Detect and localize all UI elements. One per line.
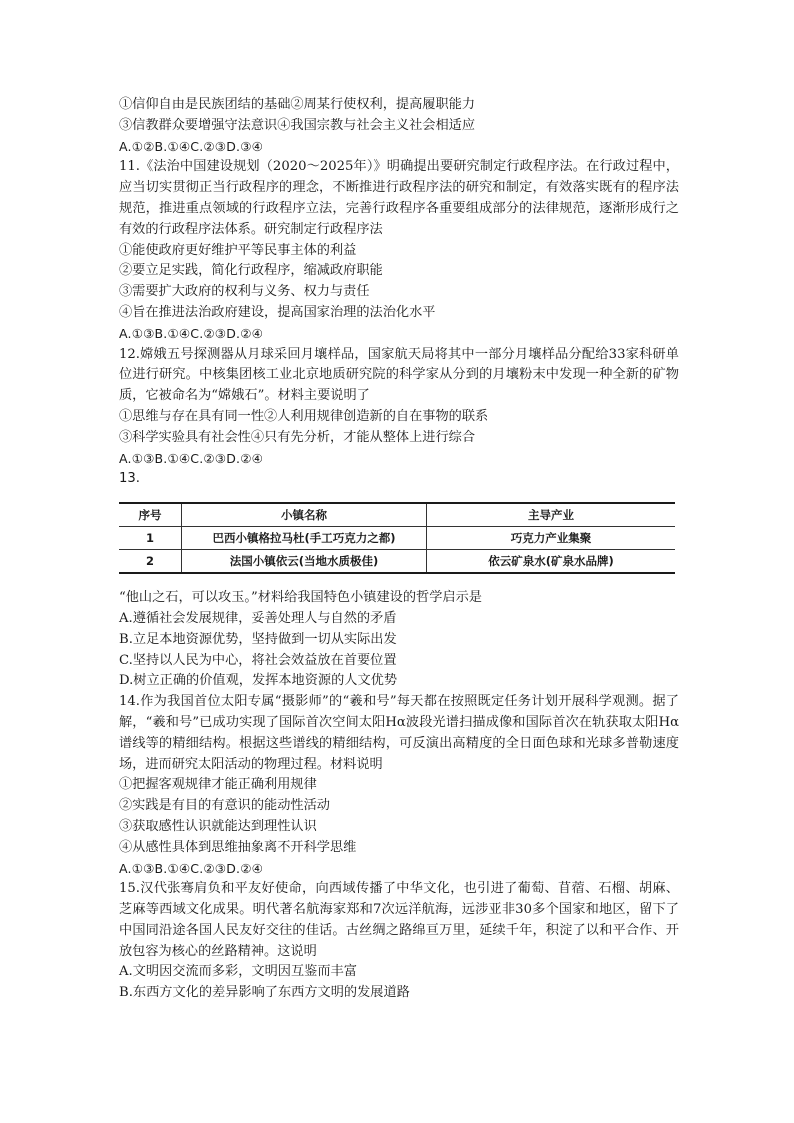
option-line: ①把握客观规律才能正确利用规律 (119, 777, 317, 793)
option-a: A.遵循社会发展规律，妥善处理人与自然的矛盾 (119, 610, 397, 626)
question-10-tail (119, 95, 679, 157)
table-cell: 法国小镇依云(当地水质极佳) (182, 550, 427, 574)
option-d: D.树立正确的价值观，发挥本地资源的人文优势 (119, 673, 398, 689)
option-line: ②实践是有目的有意识的能动性活动 (119, 798, 330, 814)
table-header: 小镇名称 (182, 503, 427, 527)
answer-choices: A.①②B.①④C.②③D.③④ (119, 138, 264, 154)
table-row (119, 527, 675, 550)
question-11 (119, 157, 679, 344)
exam-page (119, 95, 679, 1004)
option-line: ③科学实验具有社会性④只有先分析，才能从整体上进行综合 (119, 429, 476, 445)
option-b: B.立足本地资源优势，坚持做到一切从实际出发 (119, 631, 397, 647)
table-cell: 巧克力产业集聚 (427, 527, 676, 550)
answer-choices: A.①③B.①④C.②③D.②④ (119, 860, 264, 876)
table-header-row (119, 503, 675, 527)
option-line: ①信仰自由是民族团结的基础②周某行使权利，提高履职能力 (119, 97, 476, 112)
table-cell: 巴西小镇格拉马杜(手工巧克力之都) (182, 527, 427, 550)
question-13 (119, 469, 679, 692)
question-number: 13. (119, 471, 140, 487)
question-15 (119, 879, 679, 1004)
option-a: A.文明因交流而多彩，文明因互鉴而丰富 (119, 964, 357, 980)
option-line: ①思维与存在具有同一性②人利用规律创造新的自在事物的联系 (119, 408, 489, 424)
question-12 (119, 345, 679, 470)
question-stem: 14.作为我国首位太阳专属“摄影师”的“羲和号”每天都在按照既定任务计划开展科学观测。据了解，“羲和号”已成功实现了国际首次空间太阳Hα波段光谱扫描成像和国际首次在轨获取太阳Hα谱线等的精细结构。根据这些谱线的精细结构，可反演出高精度的全日面色球和光球多普勒速度场，进而研究太阳活动的物理过程。材料说明 (119, 694, 679, 772)
table-header: 序号 (119, 503, 182, 527)
question-14 (119, 692, 679, 879)
option-line: ④旨在推进法治政府建设，提高国家治理的法治化水平 (119, 304, 436, 320)
question-stem: “他山之石，可以攻玉。”材料给我国特色小镇建设的哲学启示是 (119, 590, 482, 606)
question-stem: 11.《法治中国建设规划（2020～2025年）》明确提出要研究制定行政程序法。在行政过程中，应当切实贯彻正当行政程序的理念，不断推进行政程序法的研究和制定，有效落实既有的程序法规范，推进重点领域的行政程序立法，完善行政程序各重要组成部分的法律规范，逐渐形成行之有效的行政程序法体系。研究制定行政程序法 (119, 159, 679, 237)
option-line: ③信教群众要增强守法意识④我国宗教与社会主义社会相适应 (119, 117, 476, 133)
answer-choices: A.①③B.①④C.②③D.②④ (119, 325, 264, 341)
option-line: ①能使政府更好维护平等民事主体的利益 (119, 242, 357, 258)
answer-choices: A.①③B.①④C.②③D.②④ (119, 450, 264, 466)
table-row (119, 550, 675, 574)
table-cell: 1 (119, 527, 182, 550)
option-b: B.东西方文化的差异影响了东西方文明的发展道路 (119, 985, 410, 1001)
table-cell: 2 (119, 550, 182, 574)
option-line: ③需要扩大政府的权利与义务、权力与责任 (119, 284, 370, 300)
option-line: ②要立足实践，简化行政程序，缩减政府职能 (119, 263, 383, 279)
option-line: ④从感性具体到思维抽象离不开科学思维 (119, 839, 357, 855)
option-c: C.坚持以人民为中心，将社会效益放在首要位置 (119, 652, 397, 668)
table-cell: 依云矿泉水(矿泉水品牌) (427, 550, 676, 574)
option-line: ③获取感性认识就能达到理性认识 (119, 818, 317, 834)
table-header: 主导产业 (427, 503, 676, 527)
question-stem: 15.汉代张骞肩负和平友好使命，向西域传播了中华文化，也引进了葡萄、苜蓿、石榴、胡麻、芝麻等西域文化成果。明代著名航海家郑和7次远洋航海，远涉亚非30多个国家和地区，留下了中国同沿途各国人民友好交往的佳话。古丝绸之路绵亘万里，延续千年，积淀了以和平合作、开放包容为核心的丝路精神。这说明 (119, 881, 679, 959)
question-stem: 12.嫦娥五号探测器从月球采回月壤样品，国家航天局将其中一部分月壤样品分配给33家科研单位进行研究。中核集团核工业北京地质研究院的科学家从分到的月壤粉末中发现一种全新的矿物质，它被命名为“嫦娥石”。材料主要说明了 (119, 346, 679, 404)
town-table (119, 502, 675, 574)
